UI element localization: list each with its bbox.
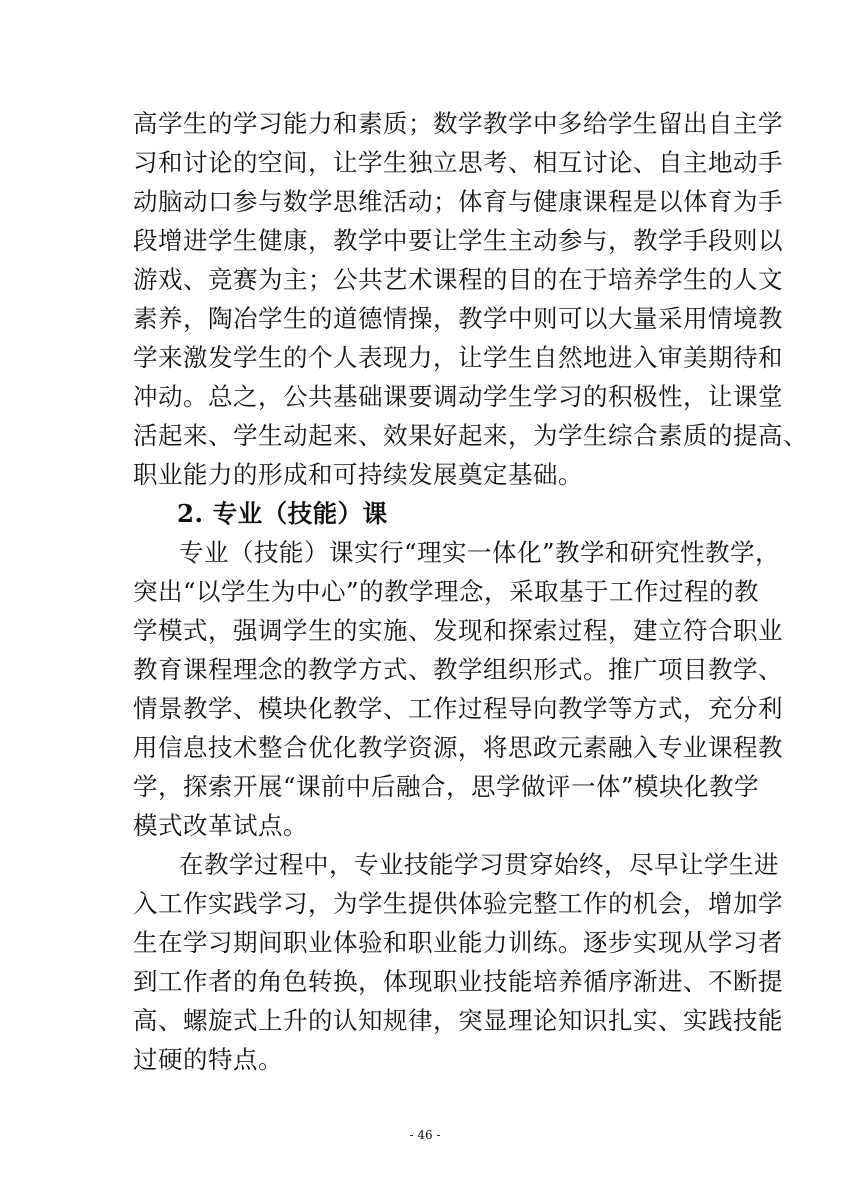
paragraph-1 [133, 104, 808, 494]
text-line: 在教学过程中，专业技能学习贯穿始终，尽早让学生进 [179, 850, 779, 879]
page-number: - 46 - [409, 1128, 441, 1142]
paragraph-2 [133, 533, 783, 845]
text-line: 专业（技能）课实行“理实一体化”教学和研究性教学， [179, 538, 781, 567]
text-line: 生在学习期间职业体验和职业能力训练。逐步实现从学习者 [133, 928, 783, 957]
text-line: 过硬的特点。 [133, 1045, 283, 1074]
text-line: 突出“以学生为中心”的教学理念，采取基于工作过程的教 [133, 577, 760, 606]
text-line: 教育课程理念的教学方式、教学组织形式。推广项目教学、 [133, 655, 783, 684]
text-line: 高、螺旋式上升的认知规律，突显理论知识扎实、实践技能 [133, 1006, 783, 1035]
text-line: 习和讨论的空间，让学生独立思考、相互讨论、自主地动手 [133, 148, 783, 177]
text-line: 活起来、学生动起来、效果好起来，为学生综合素质的提高、 [133, 421, 808, 450]
text-line: 高学生的学习能力和素质；数学教学中多给学生留出自主学 [133, 109, 783, 138]
text-line: 冲动。总之，公共基础课要调动学生学习的积极性，让课堂 [133, 382, 783, 411]
text-line: 模式改革试点。 [133, 811, 308, 840]
text-line: 学模式，强调学生的实施、发现和探索过程，建立符合职业 [133, 616, 783, 645]
text-line: 用信息技术整合优化教学资源，将思政元素融入专业课程教 [133, 733, 783, 762]
section-heading: 2. 专业（技能）课 [177, 499, 388, 528]
text-line: 情景教学、模块化教学、工作过程导向教学等方式，充分利 [133, 694, 783, 723]
text-line: 素养，陶冶学生的道德情操，教学中则可以大量采用情境教 [133, 304, 783, 333]
text-line: 学来激发学生的个人表现力，让学生自然地进入审美期待和 [133, 343, 783, 372]
text-line: 游戏、竞赛为主；公共艺术课程的目的在于培养学生的人文 [133, 265, 783, 294]
text-line: 动脑动口参与数学思维活动；体育与健康课程是以体育为手 [133, 187, 783, 216]
text-line: 入工作实践学习，为学生提供体验完整工作的机会，增加学 [133, 889, 783, 918]
paragraph-3 [133, 845, 783, 1079]
text-line: 学，探索开展“课前中后融合，思学做评一体”模块化教学 [133, 772, 760, 801]
text-line: 职业能力的形成和可持续发展奠定基础。 [133, 460, 583, 489]
text-line: 段增进学生健康，教学中要让学生主动参与，教学手段则以 [133, 226, 783, 255]
body-text [133, 104, 808, 1079]
text-line: 到工作者的角色转换，体现职业技能培养循序渐进、不断提 [133, 967, 783, 996]
